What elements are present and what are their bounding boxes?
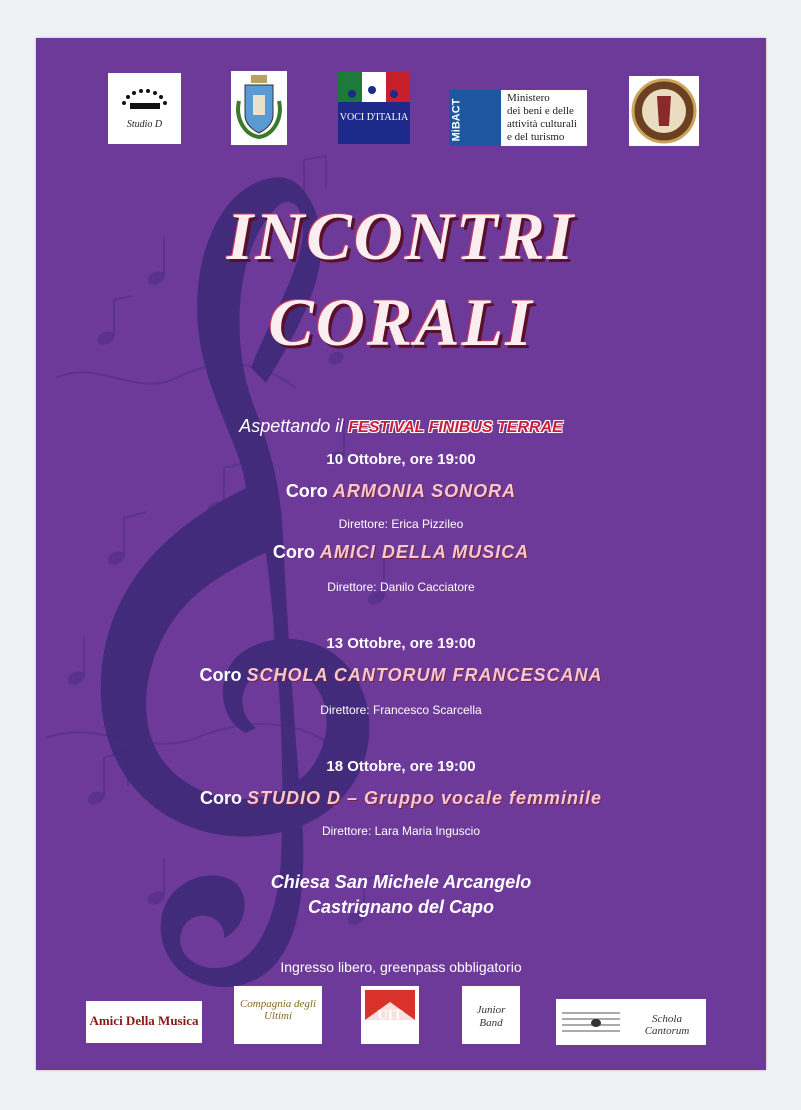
choir-label: Coro: [272, 542, 315, 562]
event-2-choir-1-director: Direttore: Francesco Scarcella: [320, 703, 482, 717]
choir-name: AMICI DELLA MUSICA: [319, 542, 530, 562]
event-3-choir-1-director: Direttore: Lara Maria Inguscio: [321, 824, 481, 838]
venue-line-2: Castrignano del Capo: [307, 897, 495, 917]
title-line-2: CORALI: [268, 284, 534, 360]
choir-name: ARMONIA SONORA: [332, 481, 517, 501]
uit-logo: [361, 986, 419, 1044]
mibact-caption-2: dei beni e delle: [507, 105, 574, 117]
poster: [36, 38, 766, 1070]
event-3-choir-1: [36, 788, 766, 809]
event-3-date: 18 Ottobre, ore 19:00: [326, 758, 476, 775]
subtitle: [36, 416, 766, 437]
music-staff-icon: [556, 999, 626, 1045]
event-1-choir-1: [36, 481, 766, 502]
mibact-caption-4: e del turismo: [507, 131, 565, 143]
coat-of-arms-icon: [231, 71, 287, 145]
event-1-choir-2: [36, 542, 766, 563]
choir-label: Coro: [199, 788, 242, 808]
junior-band-logo: [462, 986, 520, 1044]
voci-ditalia-logo-text: VOCI D'ITALIA: [339, 112, 409, 123]
amici-della-musica-logo: [86, 1001, 202, 1043]
venue-line-1: Chiesa San Michele Arcangelo: [270, 872, 532, 892]
coat-of-arms-logo: [231, 71, 287, 145]
event-2-date: 13 Ottobre, ore 19:00: [326, 635, 476, 652]
uit-logo-text: UIT: [377, 1008, 403, 1023]
subtitle-prefix: Aspettando il: [239, 416, 344, 436]
schola-cantorum-logo: [556, 999, 706, 1045]
round-emblem-logo: [629, 76, 699, 146]
event-1-choir-2-director: Direttore: Danilo Cacciatore: [327, 580, 475, 594]
mibact-logo: [449, 90, 587, 146]
event-1-choir-1-director: Direttore: Erica Pizzileo: [338, 517, 464, 531]
title-line-1: INCONTRI: [226, 198, 576, 274]
mibact-caption-1: Ministero: [507, 92, 550, 104]
choir-label: Coro: [199, 665, 242, 685]
entry-info: Ingresso libero, greenpass obbligatorio: [280, 959, 522, 975]
compagnia-degli-ultimi-logo-text: Compagnia degli Ultimi: [239, 998, 317, 1022]
choir-name: STUDIO D – Gruppo vocale femminile: [246, 788, 603, 808]
choir-label: Coro: [285, 481, 328, 501]
event-2-choir-1: [36, 665, 766, 686]
mibact-logo-text: MiBACT: [450, 98, 463, 142]
studio-d-logo-text: Studio D: [126, 119, 163, 130]
compagnia-degli-ultimi-logo: [234, 986, 322, 1044]
choir-name: SCHOLA CANTORUM FRANCESCANA: [246, 665, 603, 685]
schola-cantorum-logo-text: Schola Cantorum: [644, 1013, 690, 1037]
round-emblem-icon: [631, 78, 697, 144]
mibact-caption-3: attività culturali: [507, 118, 577, 130]
event-1-date: 10 Ottobre, ore 19:00: [326, 451, 476, 468]
studio-d-logo: [108, 73, 181, 144]
amici-della-musica-logo-text: Amici Della Musica: [89, 1013, 199, 1028]
junior-band-logo-text: Junior Band: [476, 1004, 506, 1029]
festival-name: FESTIVAL FINIBUS TERRAE: [348, 419, 563, 436]
voci-ditalia-logo: [338, 72, 410, 144]
